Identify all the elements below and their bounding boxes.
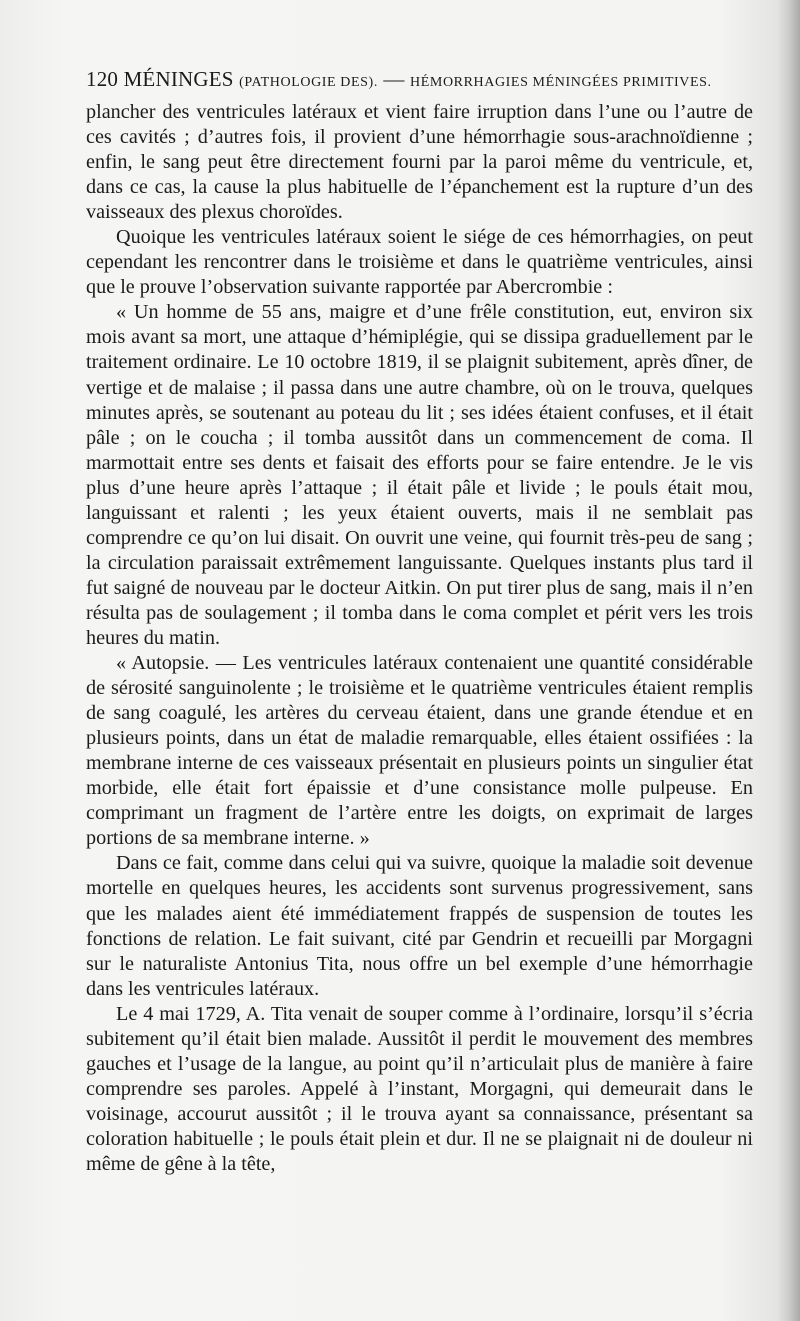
paragraph-continuation: plancher des ventricules latéraux et vient faire irruption dans l’une ou l’autre de ces cavités ; d’autres fois, il provient d’une hémorrhagie sous-arachnoïdienne ; enfin, le sang peut être directement fourni par la paroi même du ventricule, et, dans ce cas, la cause la plus habituelle de l’épanchement est la rupture d’un des vaisseaux des plexus choroïdes.: [86, 101, 753, 224]
paragraph: Dans ce fait, comme dans celui qui va suivre, quoique la maladie soit devenue mortelle en quelques heures, les accidents sont survenus progressivement, sans que les malades aient été immédiatement frappés de suspension de toutes les fonctions de relation. Le fait suivant, cité par Gendrin et recueilli par Morgagni sur le naturaliste Antonius Tita, nous offre un bel exemple d’une hémorrhagie dans les ventricules latéraux.: [86, 852, 753, 1000]
page-number: 120: [86, 67, 119, 91]
body-text: [86, 100, 753, 1177]
header-subtitle: (PATHOLOGIE DES).: [239, 75, 378, 90]
header-section: HÉMORRHAGIES MÉNINGÉES PRIMITIVES.: [410, 75, 712, 90]
running-header: [86, 66, 766, 96]
paragraph: Le 4 mai 1729, A. Tita venait de souper comme à l’ordinaire, lorsqu’il s’écria subitement qu’il était bien malade. Aussitôt il perdit le mouvement des membres gauches et l’usage de la langue, au point qu’il n’articulait plus de manière à faire comprendre ses paroles. Appelé à l’instant, Morgagni, qui demeurait dans le voisinage, accourut aussitôt ; il le trouva ayant sa connaissance, présentant sa coloration habituelle ; le pouls était plein et dur. Il ne se plaignait ni de douleur ni même de gêne à la tête,: [86, 1002, 753, 1175]
paragraph-quote-observation: « Un homme de 55 ans, maigre et d’une frêle constitution, eut, environ six mois avant sa mort, une attaque d’hémiplégie, qui se dissipa graduellement par le traitement ordinaire. Le 10 octobre 1819, il se plaignit subitement, après dîner, de vertige et de malaise ; il passa dans une autre chambre, où on le trouva, quelques minutes après, se soutenant au poteau du lit ; ses idées étaient confuses, et il était pâle ; on le coucha ; il tomba aussitôt dans un commencement de coma. Il marmottait entre ses dents et faisait des efforts pour se faire entendre. Je le vis plus d’une heure après l’attaque ; il était pâle et livide ; le pouls était mou, languissant et ralenti ; les yeux étaient ouverts, mais il ne semblait pas comprendre ce qu’on lui disait. On ouvrit une veine, qui fournit très-peu de sang ; la circulation paraissait extrêmement languissante. Quelques instants plus tard il fut saigné de nouveau par le docteur Aitkin. On put tirer plus de sang, mais il n’en résulta pas de soulagement ; il tomba dans le coma complet et périt vers les trois heures du matin.: [86, 301, 753, 649]
header-title: MÉNINGES: [123, 67, 234, 91]
paragraph-quote-autopsy: « Autopsie. — Les ventricules latéraux contenaient une quantité considérable de sérosité sanguinolente ; le troisième et le quatrième ventricules étaient remplis de sang coagulé, les artères du cerveau étaient, dans une grande étendue et en plusieurs points, dans un état de maladie remarquable, elles étaient ossifiées : la membrane interne de ces vaisseaux présentait en plusieurs points un singulier état morbide, elle était fort épaissie et d’une consistance molle pulpeuse. En comprimant un fragment de l’artère entre les doigts, on exprimait de larges portions de sa membrane interne. »: [86, 652, 753, 850]
page-edge-shadow: [778, 0, 800, 1321]
paragraph: Quoique les ventricules latéraux soient le siége de ces hémorrhagies, on peut cependant les rencontrer dans le troisième et dans le quatrième ventricules, ainsi que le prouve l’observation suivante rapportée par Abercrombie :: [86, 226, 753, 299]
header-dash: —: [383, 67, 405, 91]
